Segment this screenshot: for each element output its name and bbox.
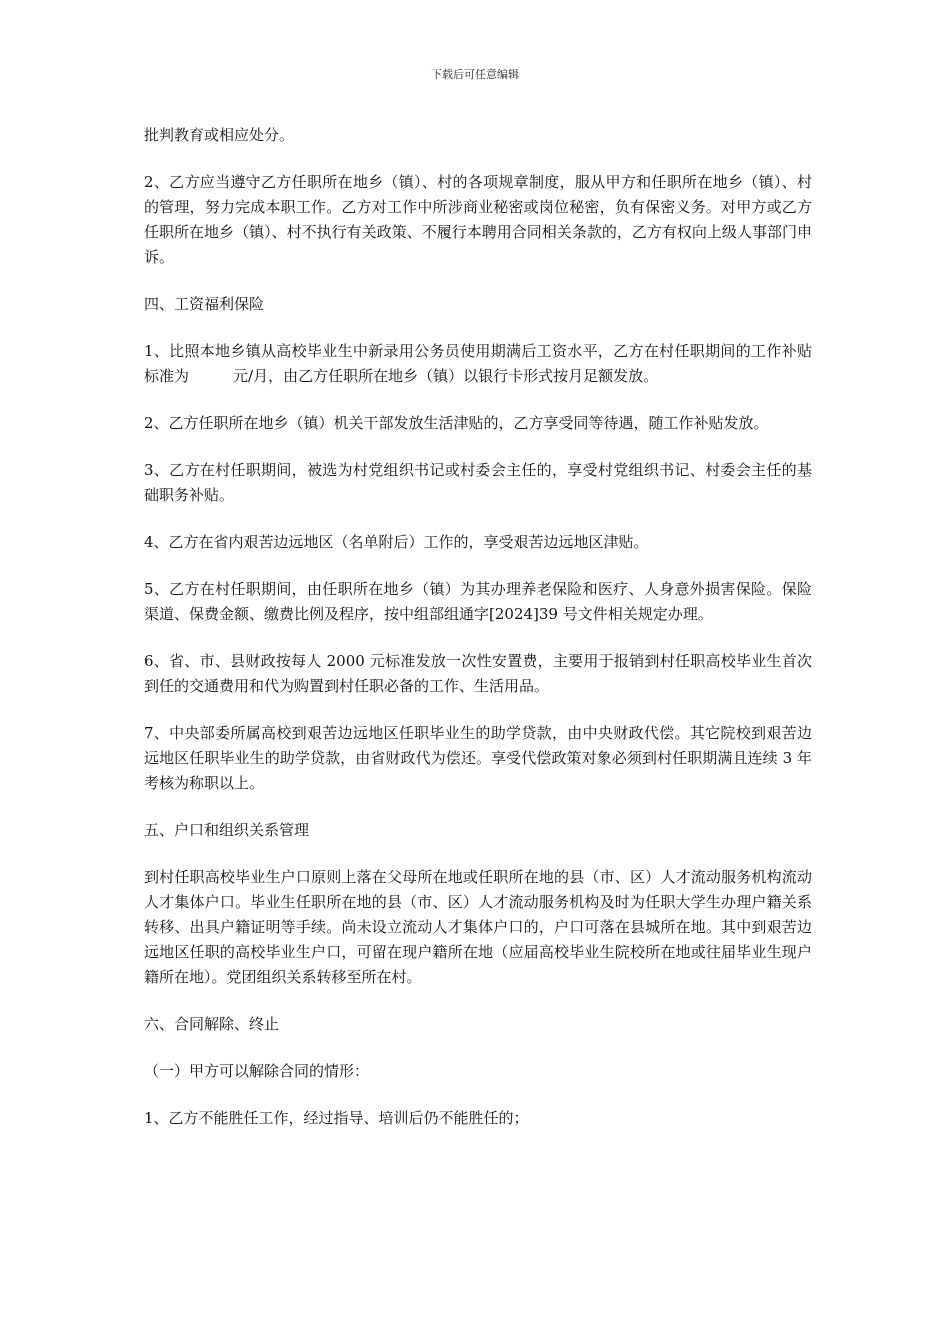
section-heading-4: 四、工资福利保险 <box>144 295 265 313</box>
paragraph-4-5: 5、乙方在村任职期间，由任职所在地乡（镇）为其办理养老保险和医疗、人身意外损害保险。保险渠道、保费金额、缴费比例及程序，按中组部组通字[2024]39 号文件相关规定办理。 <box>144 580 812 623</box>
document-body <box>144 123 812 1131</box>
paragraph-clause-2: 2、乙方应当遵守乙方任职所在地乡（镇）、村的各项规章制度，服从甲方和任职所在地乡（镇）、村的管理，努力完成本职工作。乙方对工作中所涉商业秘密或岗位秘密，负有保密义务。对甲方或乙方任职所在地乡（镇）、村不执行有关政策、不履行本聘用合同相关条款的，乙方有权向上级人事部门申诉。 <box>144 173 812 266</box>
paragraph-4-6: 6、省、市、县财政按每人 2000 元标准发放一次性安置费，主要用于报销到村任职高校毕业生首次到任的交通费用和代为购置到村任职必备的工作、生活用品。 <box>144 652 812 695</box>
paragraph-4-7: 7、中央部委所属高校到艰苦边远地区任职毕业生的助学贷款，由中央财政代偿。其它院校到艰苦边远地区任职毕业生的助学贷款，由省财政代为偿还。享受代偿政策对象必须到村任职期满且连续 3 年考核为称职以上。 <box>144 724 812 792</box>
page-header: 下载后可任意编辑 <box>431 68 519 81</box>
section-heading-5: 五、户口和组织关系管理 <box>144 821 310 839</box>
paragraph-4-2: 2、乙方任职所在地乡（镇）机关干部发放生活津贴的，乙方享受同等待遇，随工作补贴发放。 <box>144 414 769 432</box>
paragraph-4-4: 4、乙方在省内艰苦边远地区（名单附后）工作的，享受艰苦边远地区津贴。 <box>144 533 649 551</box>
paragraph-4-3: 3、乙方在村任职期间，被选为村党组织书记或村委会主任的，享受村党组织书记、村委会主任的基础职务补贴。 <box>144 461 812 504</box>
paragraph-continuation: 批判教育或相应处分。 <box>144 126 295 144</box>
paragraph-6-1: 1、乙方不能胜任工作，经过指导、培训后仍不能胜任的； <box>144 1109 529 1127</box>
paragraph-5: 到村任职高校毕业生户口原则上落在父母所在地或任职所在地的县（市、区）人才流动服务机构流动人才集体户口。毕业生任职所在地的县（市、区）人才流动服务机构及时为任职大学生办理户籍关系转移、出具户籍证明等手续。尚未设立流动人才集体户口的，户口可落在县城所在地。其中到艰苦边远地区任职的高校毕业生户口，可留在现户籍所在地（应届高校毕业生院校所在地或往届毕业生现户籍所在地）。党团组织关系转移至所在村。 <box>144 868 812 986</box>
subsection-heading-6-1: （一）甲方可以解除合同的情形： <box>144 1062 370 1080</box>
section-heading-6: 六、合同解除、终止 <box>144 1015 280 1033</box>
paragraph-4-1-text-b: 元/月，由乙方任职所在地乡（镇）以银行卡形式按月足额发放。 <box>233 367 659 385</box>
paragraph-4-1 <box>144 339 812 389</box>
paragraph-4-1-text-a: 1、比照本地乡镇从高校毕业生中新录用公务员使用期满后工资水平，乙方在村任职期间的工作补贴标准为 <box>144 342 812 385</box>
